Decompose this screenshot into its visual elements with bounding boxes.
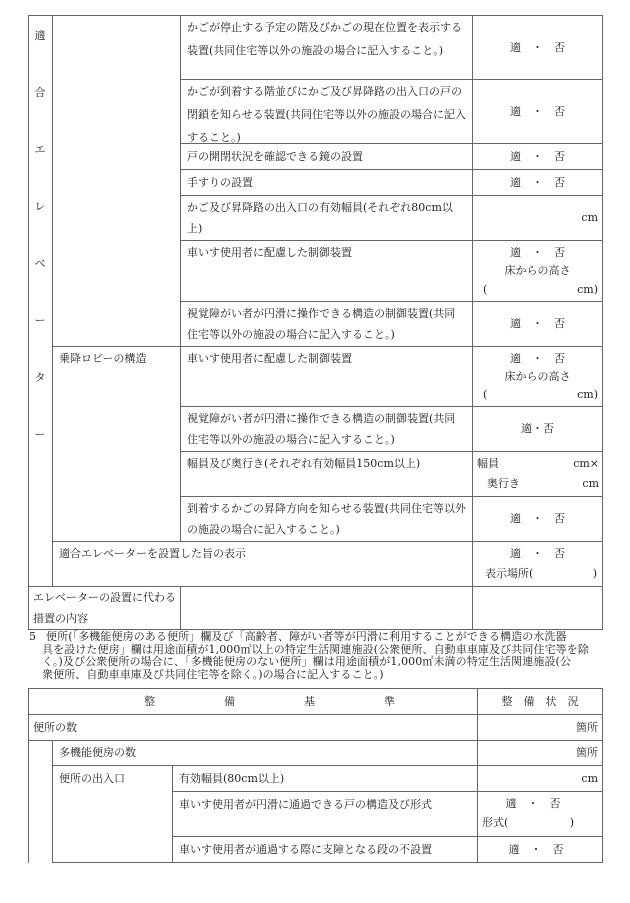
status-select[interactable]: 適・否 [521, 422, 554, 435]
criterion-cell: かごが到着する階並びにかご及び昇降路の出入口の戸の閉鎖を知らせる装置(共同住宅等以外の施設の場合に記入すること。) [187, 85, 466, 144]
status-select[interactable]: 適 ・ 否 [510, 246, 565, 259]
criterion-cell: 車いす使用者に配慮した制御装置 [187, 246, 352, 259]
paren-close: ) [592, 567, 597, 580]
door-form-input[interactable] [482, 813, 574, 833]
width-label: 幅員 [477, 457, 499, 470]
unit-label: cm [582, 477, 599, 490]
vertical-label-char: ベ [34, 257, 46, 270]
column-divider [52, 15, 53, 586]
criterion-cell: 車いす使用者が円滑に通過できる戸の構造及び形式 [179, 798, 432, 811]
status-select[interactable]: 適 ・ 否 [510, 176, 565, 189]
vertical-label-char: 合 [34, 86, 46, 99]
alt-measure-input[interactable] [181, 587, 472, 629]
note-line: く。)及び公衆便所の場合に、「多機能便房のない便所」欄は用途面積が1,000㎡未満の特定生活関連施設(公 [42, 655, 572, 668]
entrance-label: 便所の出入口 [59, 772, 125, 785]
vertical-label-char: 適 [34, 29, 46, 42]
unit-label: cm) [577, 388, 598, 401]
criterion-cell: かご及び昇降路の出入口の有効幅員(それぞれ80cm以上) [187, 201, 453, 235]
dimension-cell [473, 452, 602, 496]
note-line: 衆便所、自動車車庫及び共同住宅等を除く。)の場合に記入すること。) [42, 667, 384, 681]
vertical-label-char: エ [34, 143, 46, 156]
lobby-label: 乗降ロビーの構造 [59, 352, 147, 365]
vertical-label-char: ー [34, 428, 46, 441]
status-select[interactable]: 適 ・ 否 [510, 41, 565, 54]
status-header: 整 備 状 況 [501, 695, 579, 708]
form-label: 形式( [482, 816, 509, 829]
criterion-cell: 戸の開閉状況を確認できる鏡の設置 [187, 150, 363, 163]
status-cell [473, 542, 602, 586]
vertical-label-char: レ [34, 200, 46, 213]
header-char: 備 [224, 695, 235, 708]
entrance-width-input[interactable] [478, 766, 602, 791]
display-place-input[interactable] [485, 564, 597, 584]
width-input[interactable] [473, 196, 602, 240]
unit-label: cm [581, 772, 598, 785]
height-input[interactable] [483, 386, 598, 404]
unit-label: cm) [577, 283, 598, 296]
status-select[interactable]: 適 ・ 否 [510, 547, 565, 560]
unit-label: cm× [573, 457, 599, 470]
criterion-cell: 便所の数 [33, 721, 77, 734]
criterion-cell: 多機能便房の数 [59, 746, 136, 759]
criteria-header [29, 689, 477, 714]
criterion-cell: 車いす使用者に配慮した制御装置 [187, 352, 352, 365]
unit-label: 箇所 [576, 746, 598, 759]
toilet-count-input[interactable] [478, 715, 602, 740]
row-divider [52, 862, 603, 863]
status-cell [473, 347, 602, 406]
section-5-note [29, 630, 604, 681]
note-line: 具を設けた便房」欄は用途面積が1,000㎡以上の特定生活関連施設(公衆便所、自動車車庫及び共同住宅等を除 [42, 642, 589, 656]
unit-label: cm [581, 211, 598, 224]
criterion-cell: 手すりの設置 [187, 176, 253, 189]
paren-open: ( [483, 283, 488, 296]
criterion-cell: 幅員及び奥行き(それぞれ有効幅員150cm以上) [187, 457, 421, 470]
height-label: 床からの高さ [504, 264, 571, 277]
vertical-label-char: ー [34, 314, 46, 327]
height-input[interactable] [483, 281, 598, 299]
criterion-cell: かごが停止する予定の階及びかごの現在位置を表示する装置(共同住宅等以外の施設の場合に記入すること。) [187, 21, 462, 57]
note-line: 便所(「多機能便房のある便所」欄及び「高齢者、障がい者等が円滑に利用することができる構造の水洗器 [46, 630, 567, 643]
status-cell [478, 792, 602, 836]
unit-label: 箇所 [576, 721, 598, 734]
alt-measure-label: エレベーターの設置に代わる措置の内容 [33, 591, 176, 625]
criterion-cell: 車いす使用者が通過する際に支障となる段の不設置 [179, 843, 432, 856]
vertical-label-char: タ [34, 371, 46, 384]
depth-label: 奥行き [487, 477, 520, 490]
header-char: 準 [384, 695, 395, 708]
depth-input[interactable] [487, 474, 599, 494]
paren-close: ) [569, 816, 574, 829]
status-select[interactable]: 適 ・ 否 [505, 797, 561, 810]
table-border [602, 15, 603, 629]
status-cell [473, 241, 602, 301]
criterion-cell: 有効幅員(80cm以上) [179, 772, 285, 785]
header-char: 整 [144, 695, 155, 708]
status-select[interactable]: 適 ・ 否 [510, 352, 565, 365]
status-select[interactable]: 適 ・ 否 [510, 150, 565, 163]
multi-toilet-count-input[interactable] [478, 741, 602, 765]
width-input[interactable] [477, 454, 599, 474]
status-select[interactable]: 適 ・ 否 [510, 105, 565, 118]
criterion-cell: 視覚障がい者が円滑に操作できる構造の制御装置(共同住宅等以外の施設の場合に記入すること。) [187, 307, 456, 341]
header-char: 基 [304, 695, 315, 708]
criterion-cell: 到着するかごの昇降方向を知らせる装置(共同住宅等以外の施設の場合に記入すること。) [187, 502, 466, 536]
height-label: 床からの高さ [504, 370, 571, 383]
status-select[interactable]: 適 ・ 否 [510, 512, 565, 525]
status-select[interactable]: 適 ・ 否 [510, 317, 565, 330]
place-label: 表示場所( [485, 567, 534, 580]
status-select[interactable]: 適 ・ 否 [508, 843, 564, 856]
section-number: 5 [29, 630, 37, 643]
criterion-cell: 適合エレベーターを設置した旨の表示 [59, 547, 246, 560]
criterion-cell: 視覚障がい者が円滑に操作できる構造の制御装置(共同住宅等以外の施設の場合に記入すること。) [187, 412, 456, 446]
alt-measure-status[interactable] [473, 587, 602, 629]
paren-open: ( [483, 388, 488, 401]
